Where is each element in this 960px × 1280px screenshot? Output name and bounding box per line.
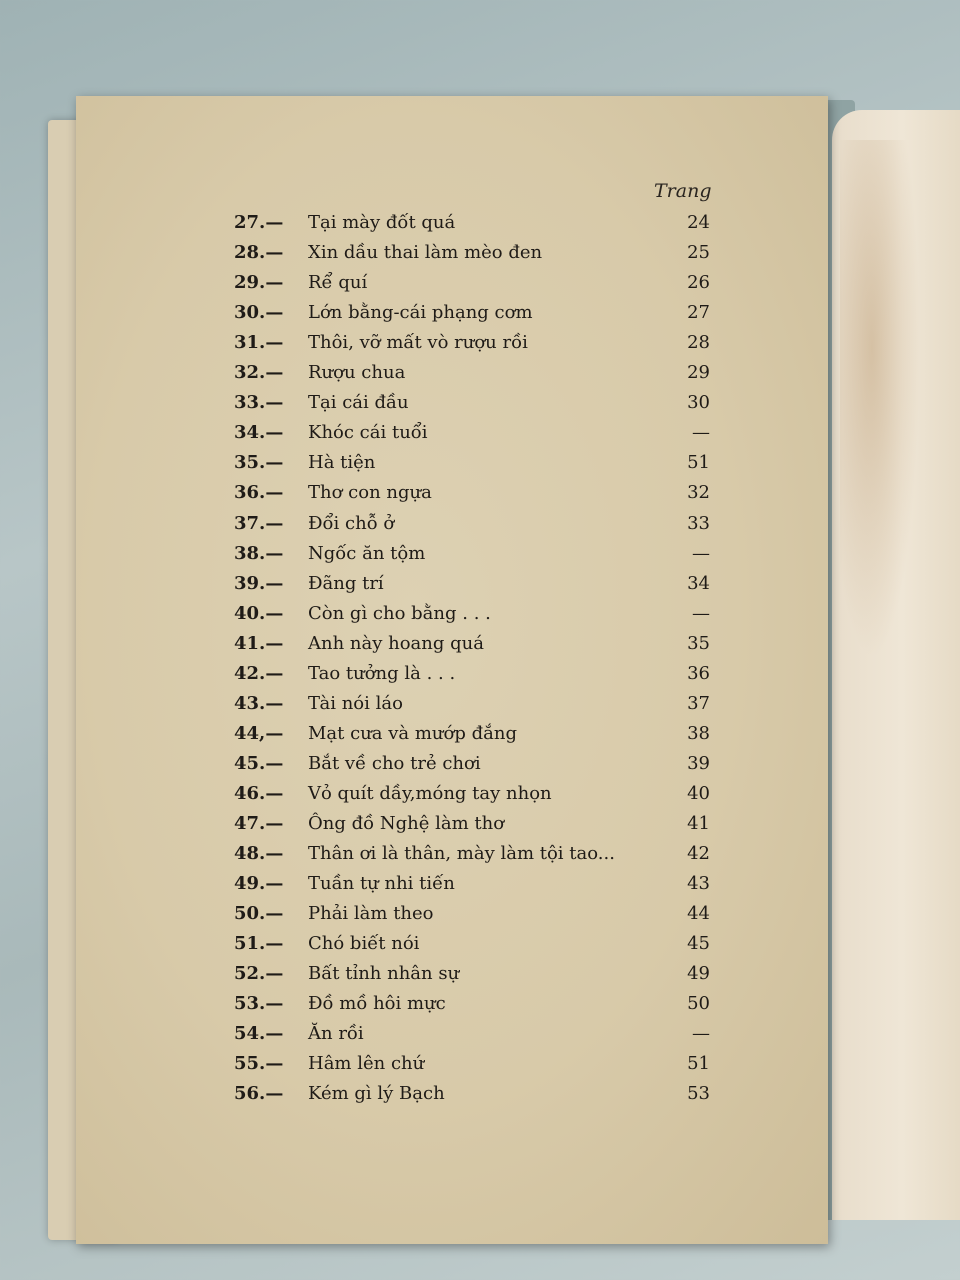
entry-title: Tại cái đầu [308, 392, 409, 414]
entry-number: 37.— [234, 512, 284, 534]
toc-entry [0, 332, 960, 362]
entry-title: Tuần tự nhi tiến [308, 873, 455, 895]
entry-number: 49.— [234, 873, 284, 895]
toc-entry [0, 392, 960, 422]
toc-entry [0, 603, 960, 633]
toc-entry [0, 1023, 960, 1053]
entry-title: Rượu chua [308, 362, 406, 384]
entry-number: 38.— [234, 542, 284, 564]
toc-entry [0, 573, 960, 603]
entry-title: Đồ mồ hôi mực [308, 993, 446, 1015]
entry-page-number: 44 [687, 903, 710, 925]
entry-title: Ngốc ăn tộm [308, 542, 426, 564]
toc-entry [0, 933, 960, 963]
toc-entry [0, 663, 960, 693]
entry-number: 42.— [234, 662, 284, 684]
entry-number: 56.— [234, 1083, 284, 1105]
entry-page-number: 28 [687, 332, 710, 354]
entry-page-number: 42 [687, 843, 710, 865]
entry-title: Kém gì lý Bạch [308, 1083, 445, 1105]
entry-number: 39.— [234, 572, 284, 594]
entry-number: 52.— [234, 963, 284, 985]
entry-page-number: 51 [687, 452, 710, 474]
entry-page-number: 35 [687, 632, 710, 654]
toc-entry [0, 452, 960, 482]
entry-number: 47.— [234, 813, 284, 834]
toc-entry [0, 843, 960, 873]
entry-title: Bắt về cho trẻ chơi [308, 752, 481, 774]
entry-number: 40.— [234, 602, 284, 624]
toc-entry [0, 302, 960, 332]
entry-page-number: 51 [687, 1053, 710, 1075]
entry-title: Rể quí [308, 272, 368, 294]
entry-number: 48.— [234, 843, 284, 865]
entry-title: Xin dầu thai làm mèo đen [308, 242, 543, 264]
toc-entry [0, 993, 960, 1023]
entry-number: 44,— [234, 722, 284, 744]
toc-entry [0, 753, 960, 783]
entry-page-number: 36 [687, 662, 710, 684]
entry-title: Tài nói láo [308, 692, 403, 714]
entry-page-number: 24 [687, 212, 710, 233]
entry-title: Hâm lên chứ [308, 1053, 425, 1075]
toc-entry [0, 242, 960, 272]
entry-number: 32.— [234, 362, 284, 384]
faded-stamp [268, 1100, 528, 1130]
entry-page-number: 53 [687, 1083, 710, 1105]
entry-page-number: 30 [687, 392, 710, 414]
entry-page-number: 45 [687, 933, 710, 955]
entry-title: Tao tưởng là . . . [308, 662, 456, 684]
entry-page-number: 26 [687, 272, 710, 294]
page-column-header: Trang [654, 180, 712, 202]
entry-number: 45.— [234, 752, 284, 774]
toc-entry [0, 963, 960, 993]
entry-page-number: 41 [687, 813, 710, 834]
entry-number: 50.— [234, 903, 284, 925]
entry-page-number: 43 [687, 873, 710, 895]
entry-title: Thân ơi là thân, mày làm tội tao... [308, 843, 615, 865]
toc-entry [0, 482, 960, 512]
entry-number: 53.— [234, 993, 284, 1015]
toc-entry [0, 362, 960, 392]
entry-page-number: 38 [687, 722, 710, 744]
entry-title: Phải làm theo [308, 903, 434, 925]
entry-title: Đãng trí [308, 572, 384, 594]
entry-number: 27.— [234, 212, 284, 233]
entry-number: 54.— [234, 1023, 284, 1045]
entry-title: Chó biết nói [308, 933, 420, 955]
toc-entry [0, 212, 960, 242]
entry-title: Thôi, vỡ mất vò rượu rồi [308, 332, 528, 354]
toc-entry [0, 903, 960, 933]
entry-number: 35.— [234, 452, 284, 474]
entry-page-number: — [692, 1023, 710, 1045]
entry-page-number: 50 [687, 993, 710, 1015]
entry-title: Khóc cái tuổi [308, 422, 428, 444]
entry-page-number: 34 [687, 572, 710, 594]
toc-entry [0, 1053, 960, 1083]
entry-page-number: 25 [687, 242, 710, 264]
entry-title: Anh này hoang quá [308, 632, 484, 654]
entry-page-number: — [692, 422, 710, 444]
entry-page-number: 32 [687, 482, 710, 504]
toc-entry [0, 272, 960, 302]
entry-title: Đổi chỗ ở [308, 512, 395, 534]
toc-entry [0, 813, 960, 843]
toc-entry [0, 783, 960, 813]
entry-number: 55.— [234, 1053, 284, 1075]
entry-number: 41.— [234, 632, 284, 654]
entry-number: 31.— [234, 332, 284, 354]
entry-number: 46.— [234, 782, 284, 804]
entry-number: 51.— [234, 933, 284, 955]
toc-entry [0, 543, 960, 573]
entry-number: 30.— [234, 302, 284, 324]
entry-page-number: — [692, 602, 710, 624]
entry-number: 36.— [234, 482, 284, 504]
entry-number: 28.— [234, 242, 284, 264]
entry-title: Ông đồ Nghệ làm thơ [308, 813, 505, 834]
toc-entry [0, 633, 960, 663]
entry-title: Tại mày đốt quá [308, 212, 456, 233]
entry-title: Mạt cưa và mướp đắng [308, 722, 517, 744]
entry-title: Ăn rồi [308, 1023, 364, 1045]
entry-page-number: 29 [687, 362, 710, 384]
entry-number: 34.— [234, 422, 284, 444]
toc-entry [0, 422, 960, 452]
entry-page-number: 33 [687, 512, 710, 534]
entry-title: Hà tiện [308, 452, 376, 474]
toc-entry [0, 873, 960, 903]
entry-number: 33.— [234, 392, 284, 414]
entry-title: Vỏ quít dầy,móng tay nhọn [308, 782, 552, 804]
entry-page-number: — [692, 542, 710, 564]
toc-entry [0, 513, 960, 543]
toc-entry [0, 723, 960, 753]
entry-page-number: 40 [687, 782, 710, 804]
entry-page-number: 37 [687, 692, 710, 714]
toc-entry [0, 693, 960, 723]
entry-page-number: 27 [687, 302, 710, 324]
entry-page-number: 49 [687, 963, 710, 985]
entry-title: Bất tỉnh nhân sự [308, 963, 460, 985]
entry-number: 43.— [234, 692, 284, 714]
entry-title: Lớn bằng-cái phạng cơm [308, 302, 533, 324]
entry-page-number: 39 [687, 752, 710, 774]
entry-number: 29.— [234, 272, 284, 294]
entry-title: Còn gì cho bằng . . . [308, 602, 491, 624]
entry-title: Thơ con ngựa [308, 482, 432, 504]
